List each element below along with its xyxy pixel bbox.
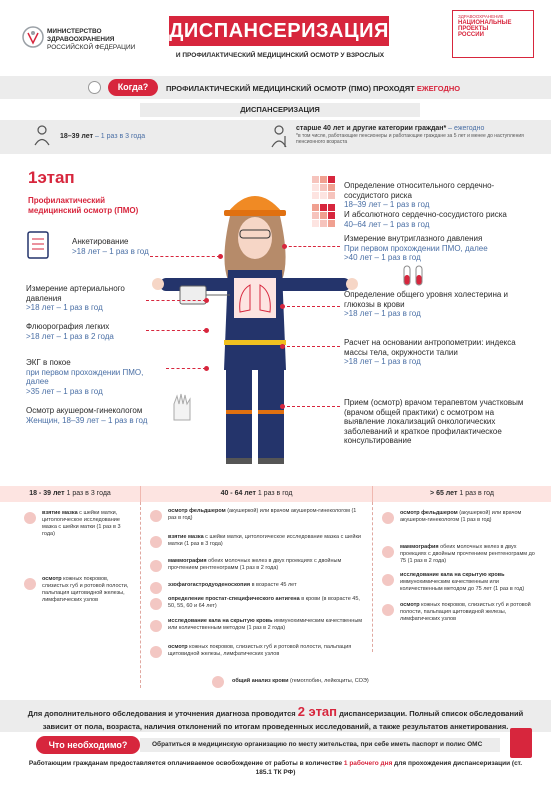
test-tube-icon	[402, 265, 412, 287]
exam-icon	[382, 512, 394, 524]
col2-item-1: осмотр фельдшером (акушеркой) или врачом акушером-гинекологом (1 раз в год)	[168, 508, 357, 522]
age-group-young: 18–39 лет – 1 раз в 3 года	[60, 133, 146, 140]
exam-icon	[150, 560, 162, 572]
exam-icon	[382, 574, 394, 586]
stage1-right-item-6: Прием (осмотр) врачом терапевтом участковым (врачом общей практики) с осмотром на выявление локализаций онкологических заболеваний и краткое профилактическое консультирование	[344, 398, 524, 446]
blood-drop-icon	[212, 676, 224, 688]
exam-icon	[150, 536, 162, 548]
col2-item-5: определение простат-специфического антигена в крови (в возрасте 45, 50, 55, 60 и 64 лет)	[168, 596, 360, 610]
connector	[146, 300, 206, 301]
glove-icon	[168, 392, 196, 422]
col2-item-2: взятие мазка с шейки матки, цитологическое исследование мазка с шейки матки (1 раз в 3 года)	[168, 534, 361, 548]
disp-label: ДИСПАНСЕРИЗАЦИЯ	[240, 105, 320, 114]
connector-dot	[280, 304, 285, 309]
col2-item-6: исследование кала на скрытую кровь иммунохимическим качественным или количественным методом (1 раз в 2 года)	[168, 618, 363, 632]
person-icon	[33, 124, 51, 146]
stage2-text: Для дополнительного обследования и уточнения диагноза проводится 2 этап диспансеризации. Полный список обследований зависит от пола, возраста, наличия отклонений по итогам проведенных исследований, а также результатов анкетирования.	[27, 704, 524, 731]
col2-item-3: маммография обеих молочных желез в двух проекциях с двойным прочтением рентгенограмм (1 раз в 2 года)	[168, 558, 342, 572]
exam-icon	[150, 510, 162, 522]
calendar-icon	[88, 81, 101, 94]
connector-dot	[204, 366, 209, 371]
exam-icon	[150, 582, 162, 594]
col2-item-7: осмотр кожных покровов, слизистых губ и ротовой полости, пальпация щитовидной железы, лимфатических узлов	[168, 644, 352, 658]
footer-text: Работающим гражданам предоставляется оплачиваемое освобождение от работы в количестве 1 рабочего дня для прохождения диспансеризации (ст. 185.1 ТК РФ)	[28, 760, 523, 776]
col1-item-1: взятие мазка с шейки матки, цитологическое исследование мазка с шейки матки (1 раз в 3 года)	[42, 510, 121, 538]
exam-icon	[382, 546, 394, 558]
when-text: ПРОФИЛАКТИЧЕСКИЙ МЕДИЦИНСКИЙ ОСМОТР (ПМО) ПРОХОДЯТ ЕЖЕГОДНО	[166, 84, 461, 93]
age-group-senior: старше 40 лет и другие категории граждан* – ежегодно *в том числе, работающие пенсионеры и работающие граждане за 5 лет и менее до наступления пенсионного возраста	[296, 125, 524, 146]
connector	[284, 246, 340, 247]
exam-icon	[382, 604, 394, 616]
stage1-left-item-2: Измерение артериального давления >18 лет – 1 раз в год	[26, 284, 125, 313]
col3-item-1: осмотр фельдшером (акушеркой) или врачом акушером-гинекологом (1 раз в год)	[400, 510, 522, 524]
connector-dot	[280, 344, 285, 349]
page-title: ДИСПАНСЕРИЗАЦИЯ	[169, 16, 389, 46]
column-head-middle: 40 - 64 лет 1 раз в год	[140, 486, 372, 502]
stage1-right-item-4: Определение общего уровня холестерина и глюкозы в крови >18 лет – 1 раз в год	[344, 290, 509, 319]
stage1-right-item-1: Определение относительного сердечно-сосудистого риска 18–39 лет – 1 раз в год	[344, 181, 495, 210]
connector-dot	[204, 328, 209, 333]
need-label: Что необходимо?	[36, 736, 140, 754]
connector-dot	[282, 244, 287, 249]
ministry-emblem	[22, 25, 44, 49]
stage1-right-item-2: И абсолютного сердечно-сосудистого риска 40–64 лет – 1 раз в год	[344, 210, 507, 229]
ministry-name: МИНИСТЕРСТВО ЗДРАВООХРАНЕНИЯ РОССИЙСКОЙ ФЕДЕРАЦИИ	[47, 28, 136, 51]
stage1-left-item-4: ЭКГ в покое при первом прохождении ПМО, далее >35 лет – 1 раз в год	[26, 358, 144, 396]
connector	[146, 330, 206, 331]
column-divider	[372, 502, 373, 652]
col3-item-4: осмотр кожных покровов, слизистых губ и ротовой полости, пальпация щитовидной железы, лимфатических узлов	[400, 602, 531, 623]
risk-grid-icon-2	[312, 204, 336, 228]
stage1-left-item-1: Анкетирование >18 лет – 1 раз в год	[72, 237, 149, 256]
national-projects-badge: ЗДРАВООХРАНЕНИЕ НАЦИОНАЛЬНЫЕ ПРОЕКТЫ РОССИИ	[452, 10, 534, 58]
connector-dot	[280, 404, 285, 409]
connector	[282, 406, 340, 407]
page-subtitle: И ПРОФИЛАКТИЧЕСКИЙ МЕДИЦИНСКИЙ ОСМОТР У ВЗРОСЛЫХ	[175, 52, 385, 59]
connector-dot	[204, 298, 209, 303]
connector	[166, 368, 206, 369]
test-tube-icon	[414, 265, 424, 287]
exam-icon	[150, 620, 162, 632]
stage1-left-item-3: Флюорография легких >18 лет – 1 раз в 2 года	[26, 322, 114, 341]
senior-icon	[270, 124, 288, 148]
stage1-left-item-5: Осмотр акушером-гинекологом Женщин, 18–39 лет – 1 раз в год	[26, 406, 148, 425]
connector	[282, 306, 340, 307]
pmo-label: Профилактический медицинский осмотр (ПМО)	[28, 196, 139, 215]
col3-item-2: маммография обеих молочных желез в двух проекциях с двойным прочтением рентгенограмм до 75 (1 раз в 2 года)	[400, 544, 535, 565]
connector	[282, 346, 340, 347]
exam-icon	[24, 512, 36, 524]
passport-icon	[510, 728, 532, 758]
col1-item-2: осмотр кожных покровов, слизистых губ и ротовой полости, пальпация щитовидной железы, лимфатических узлов	[42, 576, 129, 604]
col3-item-3: исследование кала на скрытую кровь иммунохимическим качественным или количественным методом до 75 лет (1 раз в год)	[400, 572, 525, 593]
need-text: Обратиться в медицинскую организацию по месту жительства, при себе иметь паспорт и полис ОМС	[152, 741, 483, 748]
stage1-right-item-3: Измерение внутриглазного давления При первом прохождении ПМО, далее >40 лет – 1 раз в год	[344, 234, 488, 263]
risk-grid-icon	[312, 176, 336, 200]
connector-dot	[218, 254, 223, 259]
when-label: Когда?	[108, 79, 158, 96]
stage1-title: 1этап	[28, 168, 75, 187]
exam-icon	[150, 646, 162, 658]
column-head-young: 18 - 39 лет 1 раз в 3 года	[0, 486, 140, 502]
exam-icon	[150, 598, 162, 610]
column-head-senior: > 65 лет 1 раз в год	[372, 486, 551, 502]
questionnaire-icon	[26, 230, 50, 260]
connector	[150, 256, 220, 257]
column-divider	[140, 502, 141, 688]
stage1-right-item-5: Расчет на основании антропометрии: индекса массы тела, окружности талии >18 лет – 1 раз в год	[344, 338, 516, 367]
col2-item-8: общий анализ крови (гемоглобин, лейкоциты, СОЭ)	[232, 678, 369, 684]
col2-item-4: эзофагогастродуоденоскопия в возрасте 45 лет	[168, 582, 297, 588]
exam-icon	[24, 578, 36, 590]
